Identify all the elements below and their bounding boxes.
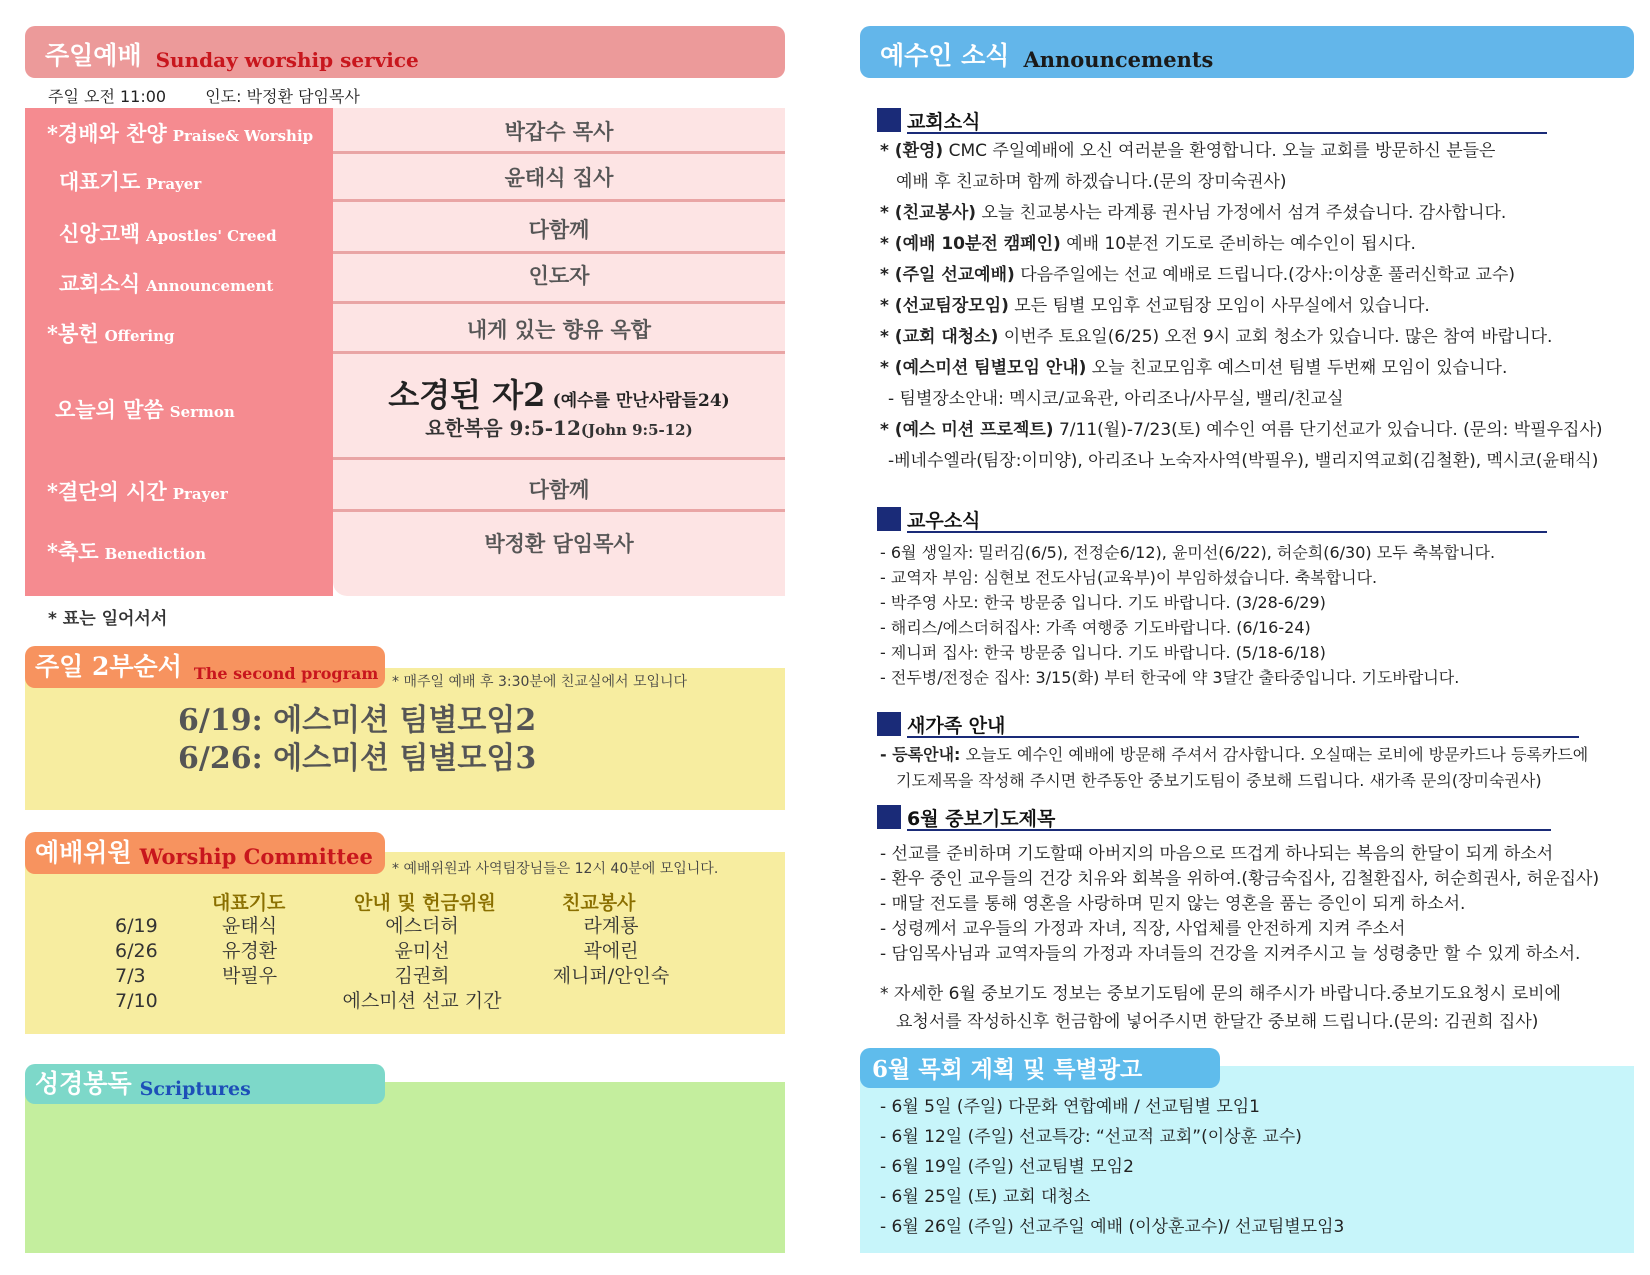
square-bullet-icon [877, 507, 901, 531]
order-label-en: Apostles' Creed [146, 227, 277, 245]
worship-title-en: Sunday worship service [155, 48, 419, 72]
second-program-note: * 매주일 예배 후 3:30분에 친교실에서 모입니다 [392, 674, 688, 690]
second-title-ko: 주일 2부순서 [35, 652, 182, 681]
order-label-en: Announcement [146, 277, 274, 295]
order-value: 내게 있는 향유 옥합 [466, 317, 652, 342]
june-plan-title: 6월 목회 계획 및 특별광고 [872, 1056, 1143, 1083]
scripture-title-en: Scriptures [139, 1078, 251, 1100]
list-item: 6/19: 에스미션 팀별모임2 [178, 703, 537, 738]
section-title-member-news: 교우소식 [877, 507, 980, 531]
order-value: 다함께 [528, 217, 590, 242]
list-item: - 6월 5일 (주일) 다문화 연합예배 / 선교팀별 모임1 [880, 1097, 1260, 1117]
order-label: *축도 [47, 539, 99, 564]
order-row [25, 304, 785, 354]
list-item: - 교역자 부임: 심현보 전도사님(교육부)이 부임하셨습니다. 축복합니다. [880, 568, 1378, 587]
list-item: - 담임목사님과 교역자들의 가정과 자녀들의 건강을 지켜주시고 늘 성령충만 할 수 있게 하소서. [880, 944, 1581, 964]
scripture-box [25, 1082, 785, 1253]
announcements-header [860, 26, 1634, 78]
committee-prayer [222, 914, 277, 989]
list-item: - 박주영 사모: 한국 방문중 입니다. 기도 바랍니다. (3/28-6/29) [880, 593, 1326, 612]
order-label: *결단의 시간 [47, 479, 167, 504]
june-plan-list [880, 1092, 1344, 1242]
order-label: *경배와 찬양 [47, 121, 167, 146]
committee-date: 6/26 [115, 940, 158, 962]
order-label: 신앙고백 [59, 221, 141, 246]
prayer-topics-list [880, 842, 1599, 967]
committee-dates [115, 914, 158, 1014]
order-value: 윤태식 집사 [504, 165, 614, 190]
list-item: * (예스 미션 프로젝트) 7/11(월)-7/23(토) 예수인 여름 단기선교가 있습니다. (문의: 박필우집사) [880, 420, 1603, 440]
order-row [25, 108, 785, 154]
list-item: * (친교봉사) 오늘 친교봉사는 라계룡 권사님 가정에서 섬겨 주셨습니다. 감사합니다. [880, 203, 1507, 223]
committee-note: * 예배위원과 사역팀장님들은 12시 40분에 모입니다. [392, 861, 719, 877]
worship-header [25, 26, 785, 78]
announcements-title-en: Announcements [1023, 47, 1214, 72]
order-row [25, 512, 785, 568]
list-item: - 전두병/전정순 집사: 3/15(화) 부터 한국에 약 3달간 출타중입니다. 기도바랍니다. [880, 668, 1460, 687]
new-family-text: - 등록안내: 오늘도 예수인 예배에 방문해 주셔서 감사합니다. 오실때는 로비에 방문카드나 등록카드에 기도제목을 작성해 주시면 한주동안 중보기도팀이 중보해 드립니다. 새가족 문의(장미숙권사) [880, 745, 1589, 790]
committee-col-header: 안내 및 헌금위원 [354, 892, 496, 914]
list-item: - 선교를 준비하며 기도할때 아버지의 마음으로 뜨겁게 하나되는 복음의 한달이 되게 하소서 [880, 844, 1554, 864]
committee-cell: 라계룡 [583, 915, 639, 937]
list-item: * (주일 선교예배) 다음주일에는 선교 예배로 드립니다.(강사:이상훈 풀러신학교 교수) [880, 265, 1516, 285]
order-row [25, 254, 785, 304]
committee-cell: 김권희 [394, 965, 450, 987]
committee-date: 7/10 [115, 990, 158, 1012]
sermon-title: 소경된 자2 [388, 376, 546, 414]
committee-date: 6/19 [115, 915, 158, 937]
service-info [48, 84, 360, 107]
committee-title-en: Worship Committee [139, 844, 373, 869]
second-program-list [178, 702, 536, 778]
scripture-title-ko: 성경봉독 [35, 1069, 132, 1098]
square-bullet-icon [877, 805, 901, 829]
list-item: - 6월 19일 (주일) 선교팀별 모임2 [880, 1157, 1134, 1177]
order-row [25, 460, 785, 512]
list-item: 예배 후 친교하며 함께 하겠습니다.(문의 장미숙권사) [896, 172, 1287, 192]
list-item: - 환우 중인 교우들의 건강 치유와 회복을 위하여.(황금숙집사, 김철환집사, 허순희권사, 허운집사) [880, 869, 1600, 889]
list-item: - 6월 25일 (토) 교회 대청소 [880, 1187, 1091, 1207]
scripture-header [25, 1064, 385, 1104]
order-label-en: Sermon [169, 403, 235, 421]
committee-cell: 박필우 [222, 965, 278, 987]
order-label-en: Prayer [172, 485, 228, 503]
list-item: - 팀별장소안내: 멕시코/교육관, 아리조나/사무실, 밸리/친교실 [888, 389, 1344, 409]
prayer-request-note: * 자세한 6월 중보기도 정보는 중보기도팀에 문의 해주시가 바랍니다.중보기도요청시 로비에 요청서를 작성하신후 헌금함에 넣어주시면 한달간 중보해 드립니다.(문의: 김권희 집사) [880, 984, 1561, 1032]
order-row [25, 154, 785, 202]
committee-cell: 제니퍼/안인숙 [552, 965, 670, 987]
list-item: - 해리스/에스더허집사: 가족 여행중 기도바랍니다. (6/16-24) [880, 618, 1311, 637]
committee-header [25, 832, 385, 874]
committee-cell: 유경환 [222, 940, 278, 962]
committee-cell: 곽에린 [583, 940, 639, 962]
order-label-en: Praise& Worship [172, 127, 314, 145]
service-time: 주일 오전 11:00 [48, 87, 167, 106]
order-value: 다함께 [528, 477, 590, 502]
list-item: - 매달 전도를 통해 영혼을 사랑하며 믿지 않는 영혼을 품는 증인이 되게 하소서. [880, 894, 1466, 914]
order-label: 오늘의 말씀 [55, 397, 164, 422]
order-label-en: Benediction [104, 545, 207, 563]
list-item: * (환영) CMC 주일예배에 오신 여러분을 환영합니다. 오늘 교회를 방문하신 분들은 [880, 141, 1496, 161]
list-item: - 6월 생일자: 밀러김(6/5), 전정순6/12), 윤미선(6/22), 허순희(6/30) 모두 축복합니다. [880, 543, 1496, 562]
list-item: -베네수엘라(팀장:이미양), 아리조나 노숙자사역(박필우), 밸리지역교회(김철환), 멕시코(윤태식) [888, 451, 1599, 471]
committee-title-ko: 예배위원 [35, 838, 132, 867]
order-label: 교회소식 [59, 271, 141, 296]
committee-fellowship [540, 914, 682, 989]
member-news-list [880, 540, 1495, 690]
announcements-title-ko: 예수인 소식 [880, 41, 1010, 70]
committee-cell: 에스더허 [385, 915, 459, 937]
sermon-series: (예수를 만난사람들24) [552, 391, 730, 411]
standing-note: * 표는 일어서서 [48, 609, 168, 629]
second-title-en: The second program [193, 664, 379, 683]
second-program-header [25, 646, 385, 688]
june-plan-header [860, 1048, 1220, 1088]
committee-col-header: 대표기도 [212, 892, 286, 914]
church-news-list [880, 136, 1603, 477]
order-of-service [25, 108, 785, 596]
list-item: * (예스미션 팀별모임 안내) 오늘 친교모임후 예스미션 팀별 두번째 모임이 있습니다. [880, 358, 1508, 378]
committee-cell: 에스미션 선교 기간 [342, 990, 502, 1012]
section-title-church-news: 교회소식 [877, 108, 980, 132]
order-row-sermon [25, 354, 785, 460]
sermon-verse: 요한복음 9:5-12 [425, 416, 581, 440]
list-item: * (선교팀장모임) 모든 팀별 모임후 선교팀장 모임이 사무실에서 있습니다. [880, 296, 1430, 316]
order-value: 박갑수 목사 [504, 119, 614, 144]
committee-cell: 윤태식 [222, 915, 278, 937]
order-row [25, 202, 785, 254]
list-item: 6/26: 에스미션 팀별모임3 [178, 741, 537, 776]
list-item: * (예배 10분전 캠페인) 예배 10분전 기도로 준비하는 예수인이 됩시다. [880, 234, 1416, 254]
list-item: * (교회 대청소) 이번주 토요일(6/25) 오전 9시 교회 청소가 있습니다. 많은 참여 바랍니다. [880, 327, 1553, 347]
section-title-new-family: 새가족 안내 [877, 712, 1005, 736]
order-label: *봉헌 [47, 321, 99, 346]
sermon-verse-en: (John 9:5-12) [580, 421, 693, 439]
section-title-prayer-topics: 6월 중보기도제목 [877, 805, 1055, 829]
service-leader: 인도: 박정환 담임목사 [205, 87, 360, 106]
committee-date: 7/3 [115, 965, 146, 987]
square-bullet-icon [877, 712, 901, 736]
committee-cell: 윤미선 [394, 940, 450, 962]
order-label-en: Offering [104, 327, 175, 345]
list-item: - 성령께서 교우들의 가정과 자녀, 직장, 사업체를 안전하게 지켜 주소서 [880, 919, 1406, 939]
order-value: 박정환 담임목사 [484, 531, 634, 556]
square-bullet-icon [877, 108, 901, 132]
order-label: 대표기도 [59, 169, 141, 194]
committee-ushers [338, 914, 506, 1014]
worship-title-ko: 주일예배 [45, 41, 142, 70]
list-item: - 제니퍼 집사: 한국 방문중 입니다. 기도 바랍니다. (5/18-6/18) [880, 643, 1326, 662]
order-value: 인도자 [528, 263, 590, 288]
list-item: - 6월 12일 (주일) 선교특강: “선교적 교회”(이상훈 교수) [880, 1127, 1302, 1147]
list-item: - 6월 26일 (주일) 선교주일 예배 (이상훈교수)/ 선교팀별모임3 [880, 1217, 1345, 1237]
order-label-en: Prayer [146, 175, 202, 193]
committee-col-header: 친교봉사 [562, 892, 636, 914]
